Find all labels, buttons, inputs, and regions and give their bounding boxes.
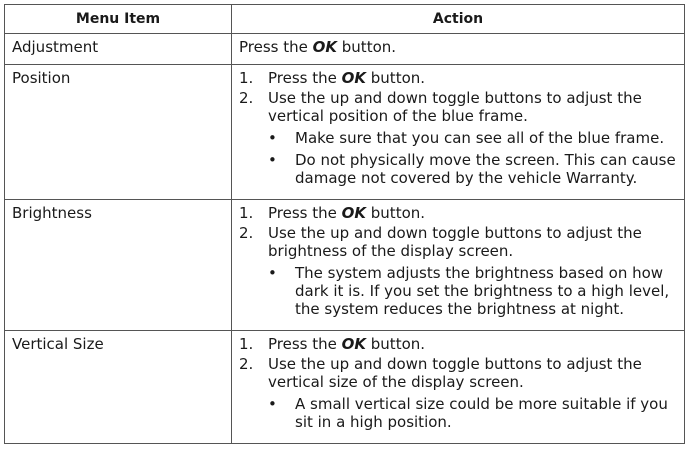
step-item bbox=[239, 335, 678, 353]
table-row bbox=[5, 65, 685, 200]
step-text: Use the up and down toggle buttons to adjust the vertical position of the blue frame. bbox=[268, 89, 642, 125]
step-item bbox=[239, 69, 678, 87]
action-header: Action bbox=[232, 5, 685, 34]
step-item bbox=[239, 204, 678, 222]
ok-button-label: OK bbox=[341, 335, 367, 353]
bullet-text: A small vertical size could be more suitable if you sit in a high position. bbox=[295, 395, 668, 431]
step-text: button. bbox=[366, 69, 426, 87]
bullet-icon: • bbox=[268, 264, 277, 282]
bullet-list bbox=[268, 129, 678, 187]
table-row bbox=[5, 34, 685, 65]
bullet-text: The system adjusts the brightness based on how dark it is. If you set the brightness to a high level, the system reduces the brightness at night. bbox=[295, 264, 670, 318]
table-row bbox=[5, 200, 685, 331]
step-number: 1. bbox=[239, 69, 254, 87]
step-number: 2. bbox=[239, 224, 254, 242]
bullet-icon: • bbox=[268, 395, 277, 413]
step-item bbox=[239, 224, 678, 318]
bullet-item bbox=[268, 129, 678, 147]
menu-action-table bbox=[4, 4, 685, 444]
ok-button-label: OK bbox=[312, 38, 338, 56]
bullet-text: Do not physically move the screen. This can cause damage not covered by the vehicle Warranty. bbox=[295, 151, 676, 187]
action-text: Press the bbox=[239, 38, 313, 56]
step-text: button. bbox=[366, 335, 426, 353]
step-item bbox=[239, 89, 678, 187]
bullet-icon: • bbox=[268, 129, 277, 147]
step-text: Press the bbox=[268, 335, 342, 353]
step-number: 2. bbox=[239, 89, 254, 107]
step-list bbox=[239, 69, 678, 187]
step-text: Use the up and down toggle buttons to adjust the vertical size of the display screen. bbox=[268, 355, 642, 391]
step-text: Press the bbox=[268, 69, 342, 87]
action-text: button. bbox=[337, 38, 397, 56]
step-text: button. bbox=[366, 204, 426, 222]
action-cell bbox=[232, 34, 685, 65]
menu-item-cell: Vertical Size bbox=[5, 331, 232, 444]
step-text: Press the bbox=[268, 204, 342, 222]
action-cell bbox=[232, 65, 685, 200]
bullet-item bbox=[268, 264, 678, 318]
step-text: Use the up and down toggle buttons to adjust the brightness of the display screen. bbox=[268, 224, 642, 260]
bullet-item bbox=[268, 151, 678, 187]
step-number: 2. bbox=[239, 355, 254, 373]
action-cell bbox=[232, 331, 685, 444]
step-list bbox=[239, 204, 678, 318]
table-header-row bbox=[5, 5, 685, 34]
step-number: 1. bbox=[239, 204, 254, 222]
menu-item-cell: Position bbox=[5, 65, 232, 200]
ok-button-label: OK bbox=[341, 204, 367, 222]
table-row bbox=[5, 331, 685, 444]
step-number: 1. bbox=[239, 335, 254, 353]
menu-item-header: Menu Item bbox=[5, 5, 232, 34]
bullet-item bbox=[268, 395, 678, 431]
action-cell bbox=[232, 200, 685, 331]
bullet-icon: • bbox=[268, 151, 277, 169]
bullet-text: Make sure that you can see all of the blue frame. bbox=[295, 129, 665, 147]
ok-button-label: OK bbox=[341, 69, 367, 87]
bullet-list bbox=[268, 264, 678, 318]
menu-item-cell: Adjustment bbox=[5, 34, 232, 65]
menu-item-cell: Brightness bbox=[5, 200, 232, 331]
bullet-list bbox=[268, 395, 678, 431]
step-item bbox=[239, 355, 678, 431]
step-list bbox=[239, 335, 678, 431]
